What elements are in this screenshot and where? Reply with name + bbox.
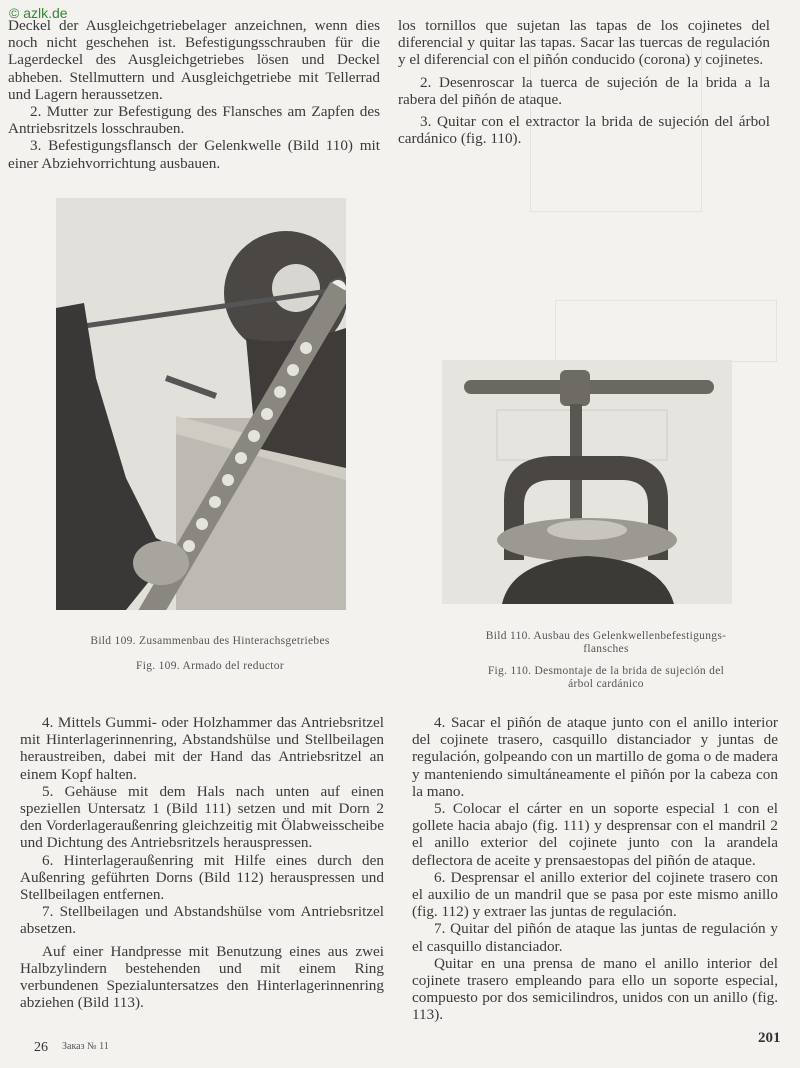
paragraph-es-final: Quitar en una prensa de mano el anillo interior del cojinete trasero empleando para ello un soporte especial, compuesto por dos semicilindros, unidos con un anillo (fig. 113). bbox=[412, 954, 778, 1024]
german-text-top bbox=[8, 17, 380, 172]
caption-line: Fig. 110. Desmontaje de la brida de sujeción del bbox=[487, 665, 725, 677]
step-7-es: 7. Quitar del piñón de ataque las juntas de regulación y el casquillo distanciador. bbox=[412, 920, 778, 955]
step-3-de: 3. Befestigungsflansch der Gelenkwelle (Bild 110) mit einer Abziehvorrichtung ausbauen. bbox=[8, 137, 380, 172]
step-4-de: 4. Mittels Gummi- oder Holzhammer das Antriebsritzel mit Hinterlagerinnenring, Abstandshülse und Stellbeilagen heraustreiben, dabei mit der Hand das Antriebsritzel an einem Kopf halten. bbox=[20, 714, 384, 783]
step-2-de: 2. Mutter zur Befestigung des Flansches am Zapfen des Antriebsritzels losschrauben. bbox=[8, 103, 380, 138]
step-5-de: 5. Gehäuse mit dem Hals nach unten auf einen speziellen Untersatz 1 (Bild 111) setzen und mit Dorn 2 den Vorderlageraußenring gleichzeitig mit Ölabweisscheibe und Dichtung des Antriebsritzels herauspressen. bbox=[20, 782, 384, 852]
step-6-es: 6. Desprensar el anillo exterior del cojinete trasero con el auxilio de un mandril que se pasa por este mismo anillo (fig. 112) y extraer las juntas de regulación. bbox=[412, 868, 778, 921]
caption-line: árbol cardánico bbox=[568, 678, 644, 690]
figure-109-caption-es: Fig. 109. Armado del reductor bbox=[136, 660, 284, 672]
step-3-es: 3. Quitar con el extractor la brida de sujeción del árbol cardánico (fig. 110). bbox=[398, 113, 770, 148]
figure-109-photo bbox=[56, 198, 346, 610]
bleed-through-shadow bbox=[555, 300, 777, 362]
step-2-es: 2. Desenroscar la tuerca de sujeción de la brida a la rabera del piñón de ataque. bbox=[398, 73, 770, 108]
paragraph: Deckel der Ausgleichgetriebelager anzeichnen, wenn dies noch nicht geschehen ist. Befestigungsschrauben für die Lagerdeckel des Ausgleichgetriebes lösen und Deckel abheben. Stellmuttern und Ausgleichgetriebe mit Tellerrad und Lagern heraussetzen. bbox=[8, 17, 380, 103]
step-6-de: 6. Hinterlageraußenring mit Hilfe eines durch den Außenring geführten Dorns (Bild 112) herauspressen und Stellbeilagen entfernen. bbox=[20, 851, 384, 904]
right-page-number: 201 bbox=[758, 1030, 781, 1046]
copyright-watermark: © azlk.de bbox=[9, 5, 68, 21]
step-5-es: 5. Colocar el cárter en un soporte especial 1 con el gollete hacia abajo (fig. 111) y desprensar con el mandril 2 el anillo exterior del cojinete junto con la arandela deflectora de aceite y prensaestopas del piñón de ataque. bbox=[412, 800, 778, 869]
spanish-text-bottom bbox=[412, 714, 778, 1024]
german-text-bottom bbox=[20, 714, 384, 1011]
step-4-es: 4. Sacar el piñón de ataque junto con el anillo interior del cojinete trasero, casquillo distanciador y juntas de regulación, golpeando con un martillo de goma o de madera y manteniendo simultáneamente el piñón por la cabeza con la mano. bbox=[412, 714, 778, 800]
print-mark: Заказ № 11 bbox=[62, 1041, 109, 1052]
caption-line: flansches bbox=[583, 643, 629, 655]
spanish-text-top bbox=[398, 17, 770, 147]
figure-110-caption-es bbox=[436, 665, 776, 691]
paragraph-de-final: Auf einer Handpresse mit Benutzung eines aus zwei Halbzylindern bestehenden und mit einem Ring verbundenen Spezialuntersatzes den Hinterlagerinnenring abziehen (Bild 113). bbox=[20, 942, 384, 1012]
step-7-de: 7. Stellbeilagen und Abstandshülse vom Antriebsritzel absetzen. bbox=[20, 903, 384, 938]
figure-110-caption-de bbox=[436, 630, 776, 656]
paragraph: los tornillos que sujetan las tapas de los cojinetes del diferencial y quitar las tapas. Sacar las tuercas de regulación y el diferencial con el piñón conducido (corona) y cojinetes. bbox=[398, 17, 770, 69]
left-page-number: 26 bbox=[34, 1040, 48, 1055]
figure-110-photo bbox=[442, 360, 732, 604]
caption-line: Bild 110. Ausbau des Gelenkwellenbefestigungs- bbox=[485, 630, 727, 642]
figure-109-caption-de: Bild 109. Zusammenbau des Hinterachsgetriebes bbox=[90, 635, 330, 647]
assembly-illustration bbox=[56, 198, 346, 610]
flange-puller-illustration bbox=[442, 360, 732, 604]
